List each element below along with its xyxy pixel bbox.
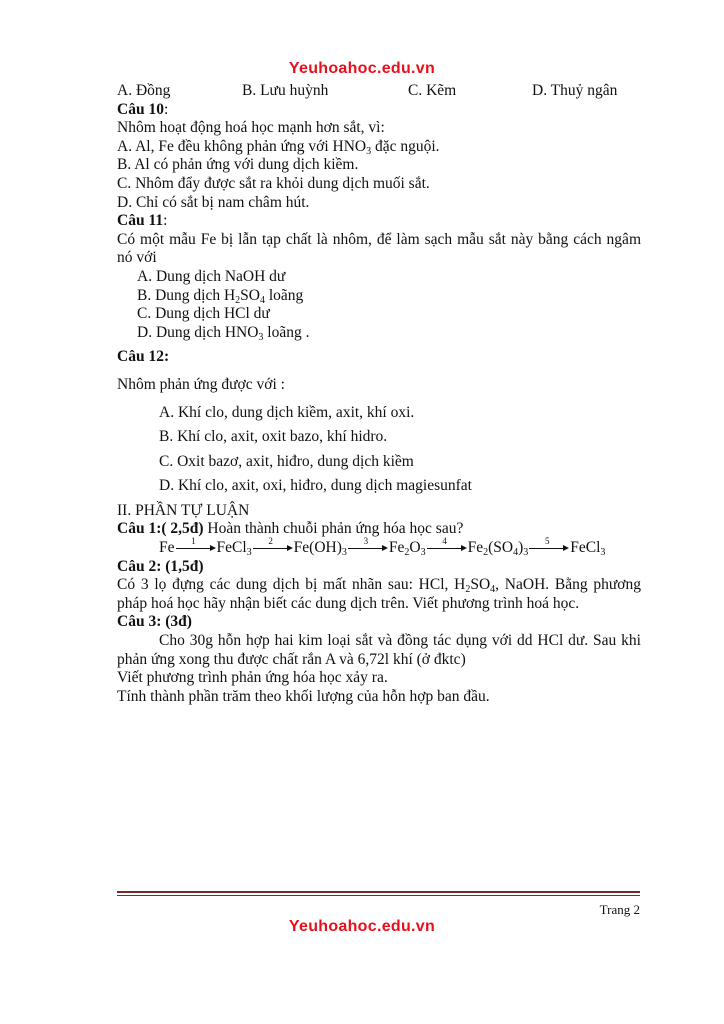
- arrow-1-number: 1: [191, 536, 196, 547]
- q11-option-b-tail: loãng: [265, 286, 304, 304]
- chain-fe: Fe: [159, 539, 175, 557]
- q11-option-b: [117, 287, 641, 306]
- q11-heading: [117, 212, 641, 231]
- part2-q1-text: Hoàn thành chuỗi phản ứng hóa học sau?: [203, 520, 464, 538]
- reaction-arrow-5: [529, 536, 569, 553]
- q9-option-a: A. Đồng: [117, 82, 171, 99]
- chain-fe2so4-b: (SO: [488, 539, 514, 557]
- part2-q1-title: Câu 1:( 2,5đ): [117, 520, 204, 538]
- q10-stem: Nhôm hoạt động hoá học mạnh hơn sắt, vì:: [117, 119, 385, 137]
- page-number: Trang 2: [599, 902, 640, 917]
- arrow-2-number: 2: [268, 536, 273, 547]
- q12-stem: Nhôm phản ứng được với :: [117, 375, 285, 393]
- reaction-arrow-2: [253, 536, 293, 553]
- q12-option-b: B. Khí clo, axit, oxit bazo, khí hidro.: [159, 428, 388, 446]
- part2-q2-title: Câu 2: (1,5đ): [117, 557, 204, 575]
- part2-q2-text-c: , NaOH. Bằng phương pháp hoá học hãy nhận biết các dung dịch trên. Viết phương trình hoá học.: [117, 576, 641, 612]
- q10-option-a-sub: 3: [366, 145, 372, 157]
- chain-fe2o3-s1: 2: [404, 547, 410, 559]
- q10-option-a-tail: đặc nguội.: [371, 137, 440, 155]
- reaction-arrow-3: [348, 536, 388, 553]
- chain-fe2so4-s3: 3: [523, 547, 529, 559]
- chain-fe2so4-s1: 2: [483, 547, 489, 559]
- header-watermark: Yeuhoahoc.edu.vn: [288, 60, 436, 77]
- q10-option-d: D. Chỉ có sắt bị nam châm hút.: [117, 193, 310, 211]
- q9-options: [117, 82, 641, 101]
- part2-q2-sub2: 4: [490, 584, 496, 596]
- q11-option-b-mid: SO: [240, 286, 260, 304]
- chain-fecl3-a: FeCl: [216, 539, 247, 557]
- q11-option-b-sub2: 4: [260, 294, 265, 306]
- q11-colon: :: [163, 212, 168, 230]
- q11-option-b-sub1: 2: [235, 294, 241, 306]
- chain-fe2o3-b: O: [409, 539, 421, 557]
- reaction-chain: [117, 536, 641, 559]
- part2-q3-text2: Viết phương trình phản ứng hóa học xảy ra.: [117, 669, 388, 687]
- chain-fe2so4-c: ): [518, 539, 524, 557]
- q11-option-c: C. Dung dịch HCl dư: [137, 305, 270, 323]
- part2-q3-text1: Cho 30g hỗn hợp hai kim loại sắt và đồng tác dụng với dd HCl dư. Sau khi phản ứng xong thu được chất rắn A và 6,72l khí (ở đktc): [117, 632, 641, 668]
- part2-heading: II. PHẦN TỰ LUẬN: [117, 501, 250, 519]
- q12-title: Câu 12:: [117, 348, 170, 366]
- reaction-arrow-4: [427, 536, 467, 553]
- q11-option-a: A. Dung dịch NaOH dư: [137, 267, 286, 285]
- chain-feoh3-sub: 3: [341, 547, 347, 559]
- q11-title: Câu 11: [117, 212, 164, 230]
- footer-watermark: Yeuhoahoc.edu.vn: [288, 918, 436, 935]
- q10-option-b: B. Al có phản ứng với dung dịch kiềm.: [117, 156, 359, 174]
- q9-option-c: C. Kẽm: [408, 82, 457, 99]
- chain-feoh3: Fe(OH): [293, 539, 342, 557]
- chain-fecl3-a-sub: 3: [246, 547, 252, 559]
- chain-fe2so4-a: Fe: [467, 539, 484, 557]
- part2-q2-sub1: 2: [465, 584, 471, 596]
- q10-option-a: [117, 138, 641, 157]
- footer-rule: [117, 891, 640, 896]
- arrow-4-number: 4: [442, 536, 447, 547]
- q10-option-a-text: A. Al, Fe đều không phản ứng với HNO: [117, 137, 367, 155]
- q9-option-d: D. Thuỷ ngân: [532, 82, 618, 99]
- q12-option-a: A. Khí clo, dung dịch kiềm, axit, khí oxi.: [159, 403, 415, 421]
- chain-fe2o3-s2: 3: [420, 547, 426, 559]
- part2-q2-text-b: SO: [470, 576, 491, 594]
- part2-q2-text-a: Có 3 lọ đựng các dung dịch bị mất nhãn sau: HCl, H: [117, 576, 466, 594]
- reaction-arrow-1: [176, 536, 216, 553]
- q10-colon: :: [163, 100, 169, 118]
- q11-stem: Có một mẫu Fe bị lẫn tạp chất là nhôm, để làm sạch mẫu sắt này bằng cách ngâm nó với: [117, 230, 641, 267]
- q9-option-b: B. Lưu huỳnh: [242, 82, 329, 99]
- q10-option-c: C. Nhôm đẩy được sắt ra khỏi dung dịch muối sắt.: [117, 174, 430, 192]
- arrow-5-number: 5: [544, 536, 550, 547]
- chain-fe2so4-s2: 4: [513, 547, 519, 559]
- q11-option-d-tail: loãng .: [263, 323, 310, 341]
- q11-option-d-sub: 3: [258, 331, 264, 343]
- part2-q2-text: [117, 576, 641, 613]
- q10-title: Câu 10: [117, 100, 164, 118]
- q11-option-b-text: B. Dung dịch H: [137, 286, 236, 304]
- q11-option-d: [117, 324, 641, 343]
- q10-heading: [117, 101, 641, 120]
- chain-fecl3-b: FeCl: [570, 539, 601, 557]
- exam-content: [117, 82, 641, 706]
- chain-fecl3-b-sub: 3: [600, 547, 606, 559]
- part2-q3-text3: Tính thành phần trăm theo khối lượng của hỗn hợp ban đầu.: [117, 687, 490, 705]
- part2-q3-title: Câu 3: (3đ): [117, 613, 192, 631]
- q12-option-d: D. Khí clo, axit, oxi, hiđro, dung dịch magiesunfat: [159, 477, 472, 495]
- arrow-3-number: 3: [363, 536, 369, 547]
- q11-option-d-text: D. Dung dịch HNO: [137, 323, 259, 341]
- chain-fe2o3-a: Fe: [388, 539, 405, 557]
- q12-option-c: C. Oxit bazơ, axit, hiđro, dung dịch kiềm: [159, 452, 414, 470]
